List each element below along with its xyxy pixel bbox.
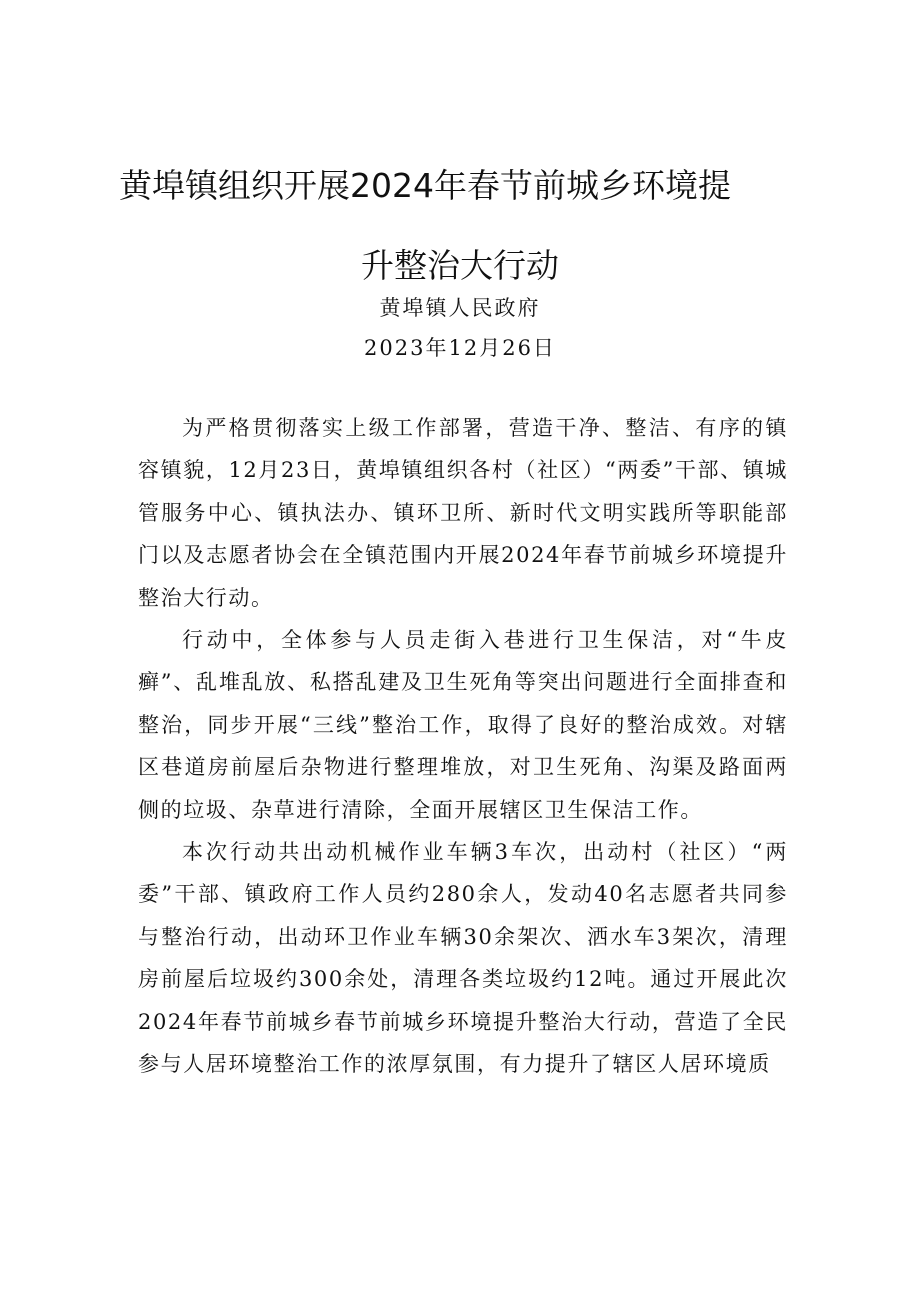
document-author: 黄埠镇人民政府 bbox=[379, 296, 541, 320]
document-title-line-1: 黄埠镇组织开展2024年春节前城乡环境提 bbox=[119, 166, 731, 205]
body-paragraph-2: 行动中，全体参与人员走街入巷进行卫生保洁，对“牛皮癣”、乱堆乱放、私搭乱建及卫生死角等突出问题进行全面排查和整治，同步开展“三线”整治工作，取得了良好的整治成效。对辖区巷道房前屋后杂物进行整理堆放，对卫生死角、沟渠及路面两侧的垃圾、杂草进行清除，全面开展辖区卫生保洁工作。 bbox=[138, 628, 788, 822]
document-title-line-2: 升整治大行动 bbox=[361, 246, 559, 285]
document-body bbox=[138, 407, 788, 1086]
body-paragraph-1: 为严格贯彻落实上级工作部署，营造干净、整洁、有序的镇容镇貌，12月23日，黄埠镇组织各村（社区）“两委”干部、镇城管服务中心、镇执法办、镇环卫所、新时代文明实践所等职能部门以及志愿者协会在全镇范围内开展2024年春节前城乡环境提升整治大行动。 bbox=[138, 416, 788, 610]
document-date: 2023年12月26日 bbox=[364, 336, 556, 360]
body-paragraph-3: 本次行动共出动机械作业车辆3车次，出动村（社区）“两委”干部、镇政府工作人员约280余人，发动40名志愿者共同参与整治行动，出动环卫作业车辆30余架次、洒水车3架次，清理房前屋后垃圾约300余处，清理各类垃圾约12吨。通过开展此次2024年春节前城乡春节前城乡环境提升整治大行动，营造了全民参与人居环境整治工作的浓厚氛围，有力提升了辖区人居环境质 bbox=[138, 840, 788, 1077]
